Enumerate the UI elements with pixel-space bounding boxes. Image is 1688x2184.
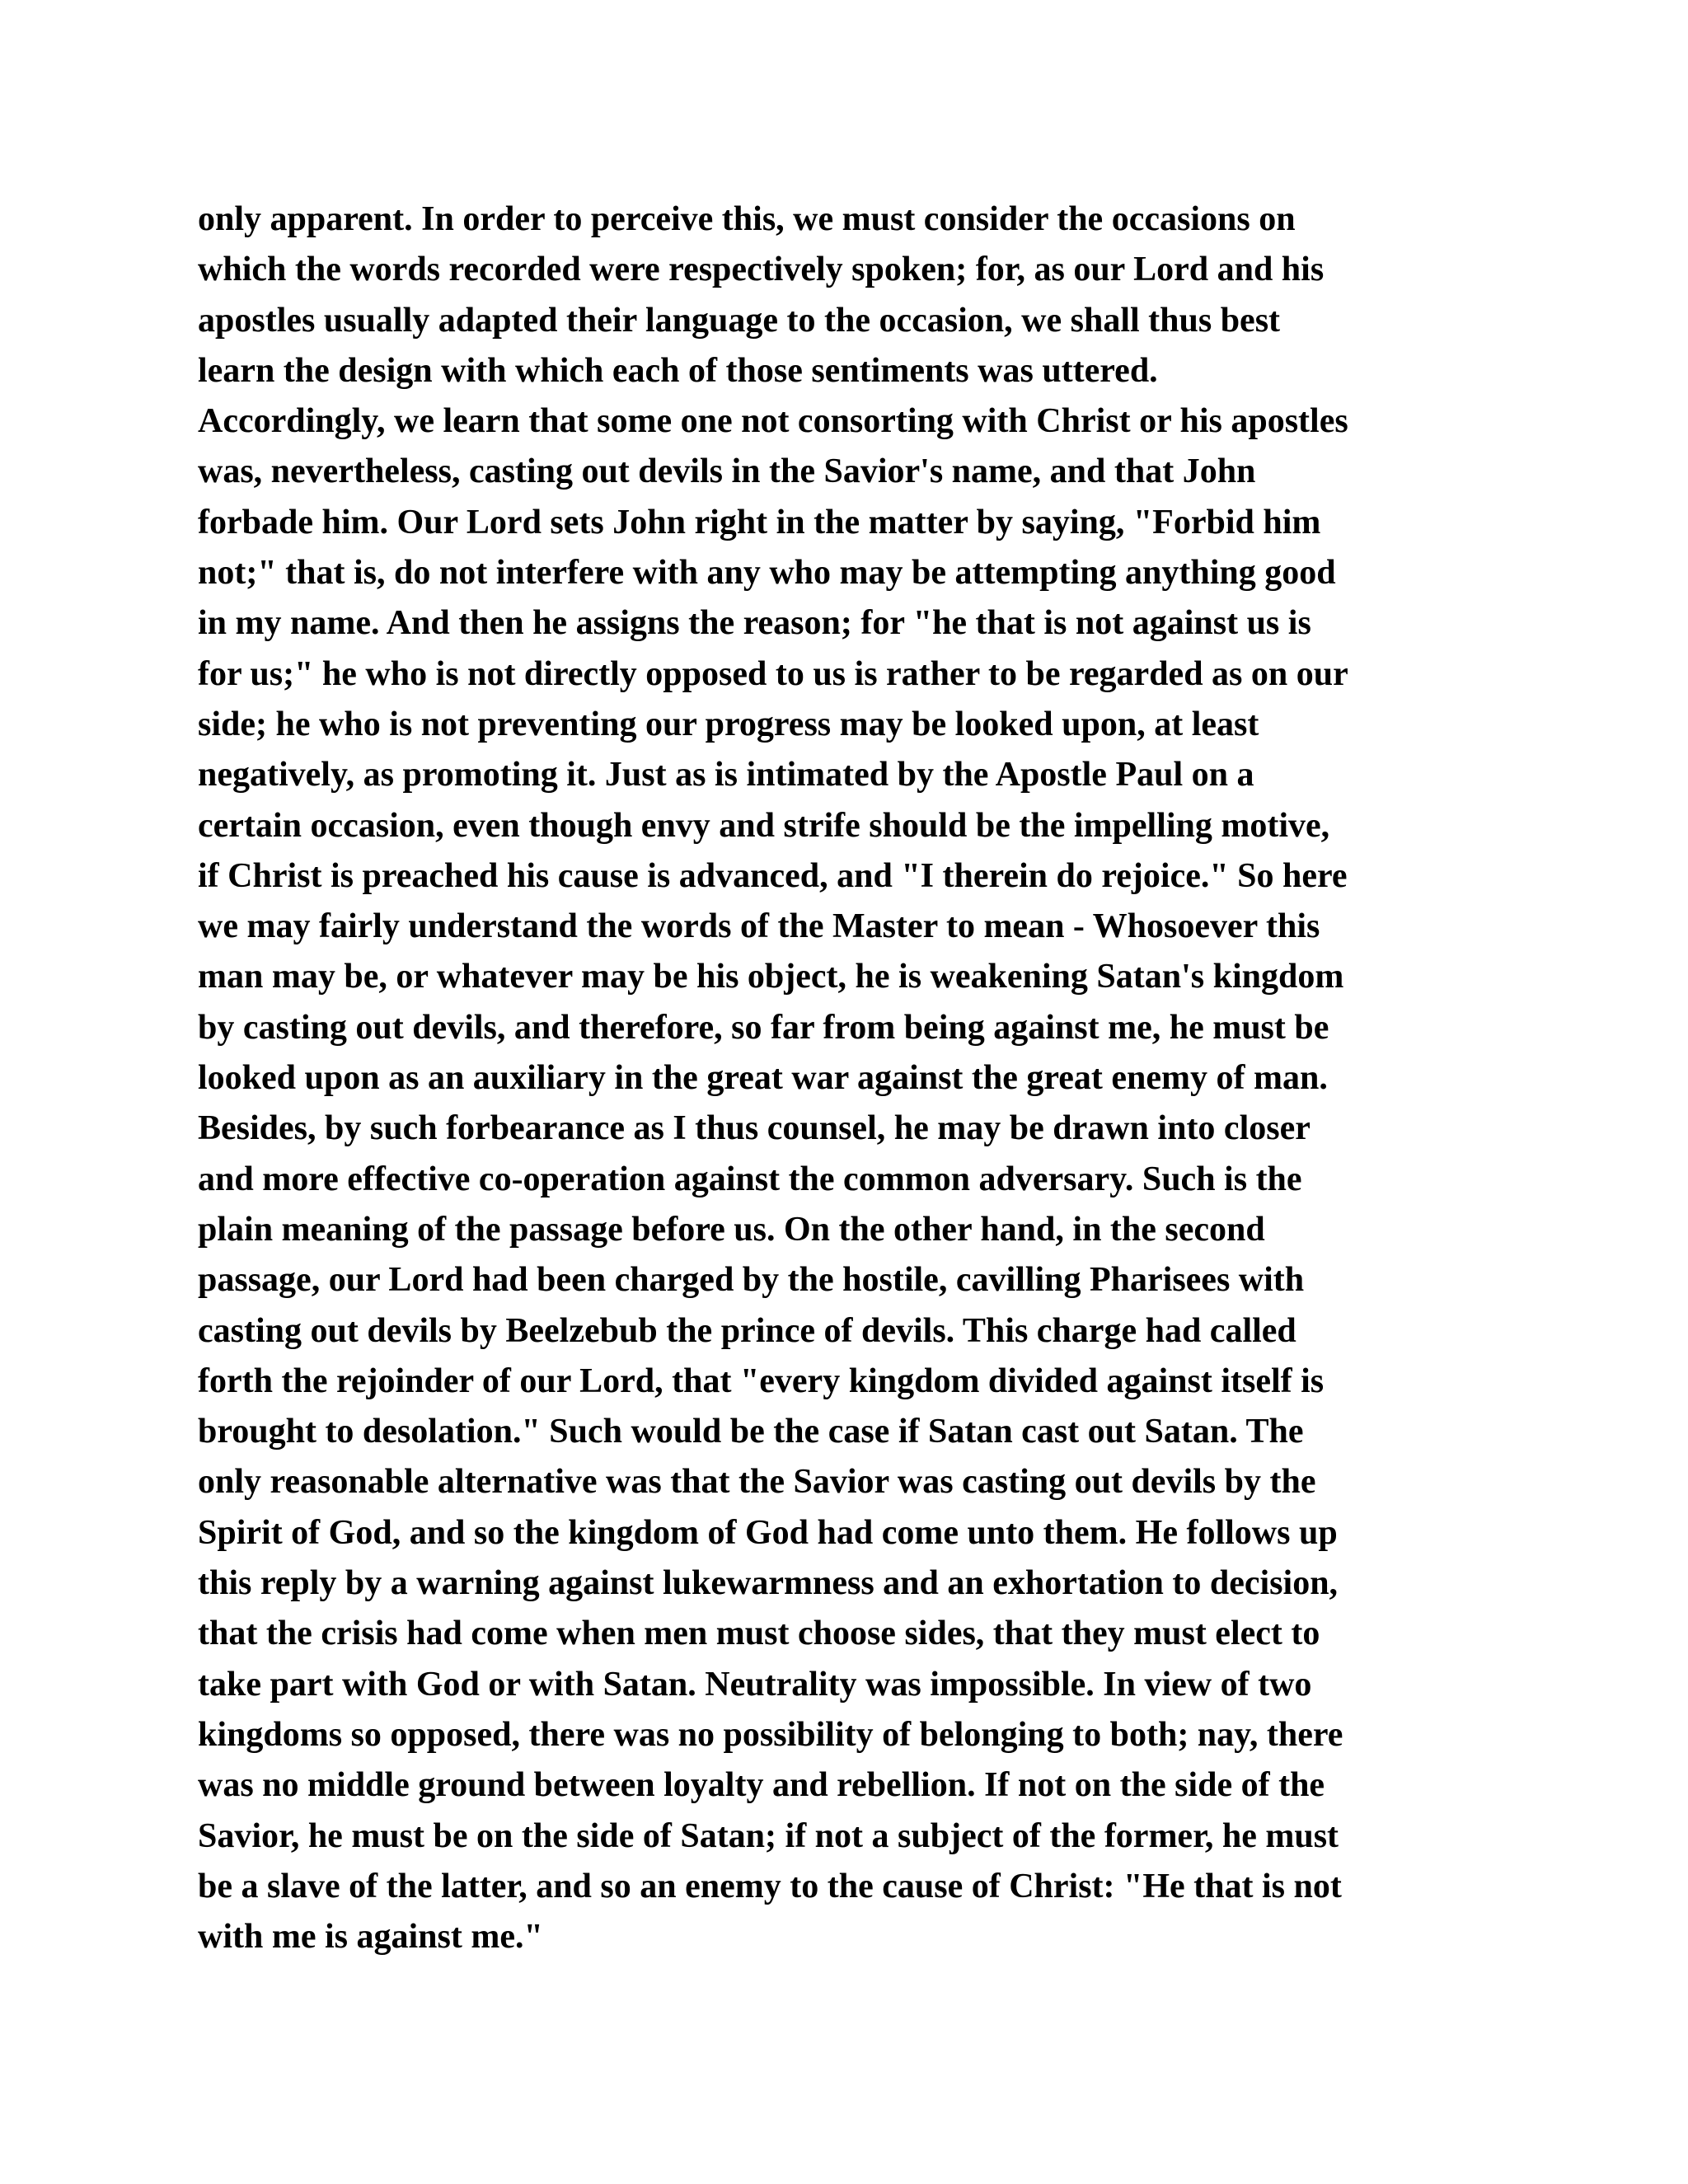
text-line: for us;" he who is not directly opposed to us is rather to be regarded as on our [198, 654, 1348, 693]
text-line: certain occasion, even though envy and strife should be the impelling motive, [198, 806, 1330, 845]
text-line: take part with God or with Satan. Neutrality was impossible. In view of two [198, 1665, 1312, 1704]
text-line: Accordingly, we learn that some one not consorting with Christ or his apostles [198, 402, 1348, 441]
text-line: in my name. And then he assigns the reason; for "he that is not against us is [198, 604, 1311, 643]
text-line: forth the rejoinder of our Lord, that "every kingdom divided against itself is [198, 1361, 1325, 1400]
text-line: casting out devils by Beelzebub the prince of devils. This charge had called [198, 1311, 1296, 1350]
text-line: only apparent. In order to perceive this, we must consider the occasions on [198, 200, 1296, 238]
text-line: we may fairly understand the words of the Master to mean - Whosoever this [198, 907, 1320, 946]
text-line: kingdoms so opposed, there was no possibility of belonging to both; nay, there [198, 1715, 1343, 1754]
text-line: if Christ is preached his cause is advanced, and "I therein do rejoice." So here [198, 856, 1348, 895]
text-line: this reply by a warning against lukewarmness and an exhortation to decision, [198, 1564, 1339, 1603]
text-line: which the words recorded were respectively spoken; for, as our Lord and his [198, 251, 1325, 289]
text-line: Besides, by such forbearance as I thus counsel, he may be drawn into closer [198, 1109, 1311, 1148]
text-line: learn the design with which each of those sentiments was uttered. [198, 351, 1158, 390]
text-line: that the crisis had come when men must choose sides, that they must elect to [198, 1615, 1320, 1653]
text-line: man may be, or whatever may be his object, he is weakening Satan's kingdom [198, 958, 1344, 996]
text-line: by casting out devils, and therefore, so far from being against me, he must be [198, 1008, 1329, 1047]
text-line: Savior, he must be on the side of Satan; if not a subject of the former, he must [198, 1816, 1339, 1855]
text-line: not;" that is, do not interfere with any who may be attempting anything good [198, 554, 1336, 593]
text-line: looked upon as an auxiliary in the great war against the great enemy of man. [198, 1059, 1328, 1098]
text-line: was, nevertheless, casting out devils in the Savior's name, and that John [198, 452, 1256, 491]
text-line: only reasonable alternative was that the Savior was casting out devils by the [198, 1463, 1316, 1502]
text-line: negatively, as promoting it. Just as is intimated by the Apostle Paul on a [198, 756, 1254, 794]
text-line: plain meaning of the passage before us. On the other hand, in the second [198, 1210, 1265, 1249]
body-text [198, 194, 1484, 1962]
text-line: brought to desolation." Such would be the case if Satan cast out Satan. The [198, 1413, 1304, 1451]
text-line: apostles usually adapted their language to the occasion, we shall thus best [198, 301, 1281, 340]
text-line: be a slave of the latter, and so an enemy to the cause of Christ: "He that is not [198, 1867, 1342, 1905]
text-line: side; he who is not preventing our progress may be looked upon, at least [198, 705, 1259, 743]
text-line: with me is against me." [198, 1918, 543, 1957]
text-line: passage, our Lord had been charged by the hostile, cavilling Pharisees with [198, 1261, 1305, 1300]
text-line: was no middle ground between loyalty and rebellion. If not on the side of the [198, 1766, 1325, 1805]
text-line: and more effective co-operation against the common adversary. Such is the [198, 1160, 1302, 1198]
text-line: forbade him. Our Lord sets John right in the matter by saying, "Forbid him [198, 503, 1321, 541]
text-line: Spirit of God, and so the kingdom of God had come unto them. He follows up [198, 1513, 1338, 1552]
